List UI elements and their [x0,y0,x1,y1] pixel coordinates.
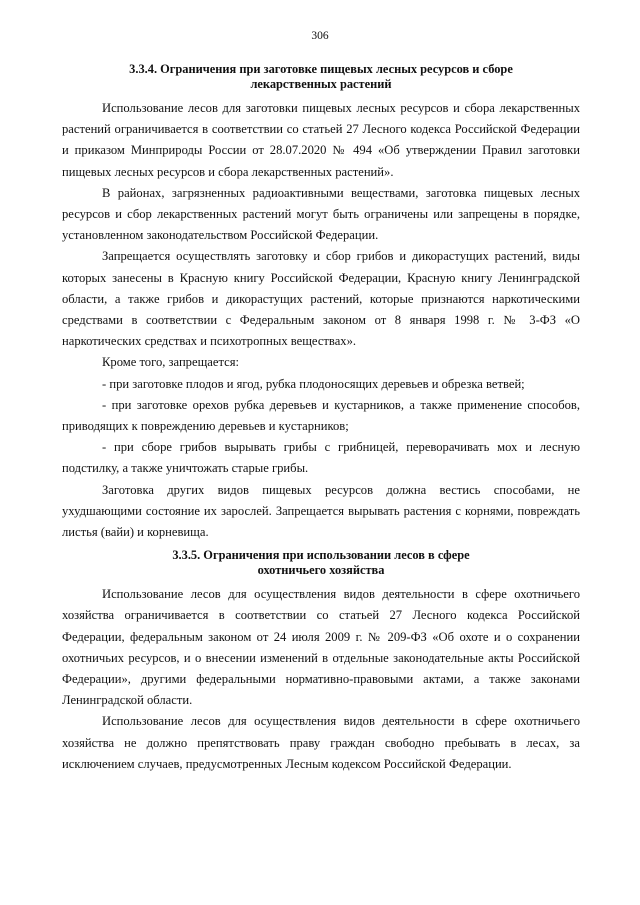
paragraph: Использование лесов для заготовки пищевых лесных ресурсов и сбора лекарственных растений ограничивается в соответствии со статьей 27 Лесного кодекса Российской Федерации и приказом Минприроды России от 28.07.2020 № 494 «Об утверждении Правил заготовки пищевых лесных ресурсов и сбора лекарственных растений». [62,101,580,179]
paragraph: В районах, загрязненных радиоактивными веществами, заготовка пищевых лесных ресурсов и сбор лекарственных растений могут быть ограничены или запрещены в порядке, установленном законодательством Российской Федерации. [62,185,580,243]
heading-line: лекарственных растений [250,76,392,91]
paragraph: Заготовка других видов пищевых ресурсов должна вестись способами, не ухудшающими состояние их зарослей. Запрещается вырывать растения с корнями, повреждать листья (вайи) и корневища. [62,482,580,540]
section-heading-3-3-4 [62,62,580,91]
heading-line: 3.3.4. Ограничения при заготовке пищевых лесных ресурсов и сборе [129,62,513,76]
list-item: - при заготовке орехов рубка деревьев и кустарников, а также применение способов, приводящих к повреждению деревьев и кустарников; [62,397,580,434]
list-item: - при заготовке плодов и ягод, рубка плодоносящих деревьев и обрезка ветвей; [102,376,525,391]
heading-line: охотничьего хозяйства [257,562,385,577]
paragraph: Запрещается осуществлять заготовку и сбор грибов и дикорастущих растений, виды которых занесены в Красную книгу Российской Федерации, Красную книгу Ленинградской области, а также грибов и дикорастущих растений, которые признаются наркотическими средствами в соответствии с Федеральным законом от 8 января 1998 г. № 3-ФЗ «О наркотических средствах и психотропных веществах». [62,249,580,349]
list-item: - при сборе грибов вырывать грибы с грибницей, переворачивать мох и лесную подстилку, а также уничтожать старые грибы. [62,440,580,476]
paragraph: Использование лесов для осуществления видов деятельности в сфере охотничьего хозяйства ограничивается в соответствии со статьей 27 Лесного кодекса Российской Федерации, федеральным законом от 24 июля 2009 г. № 209-ФЗ «Об охоте и о сохранении охотничьих ресурсов, и о внесении изменений в отдельные законодательные акты Российской Федерации», другими федеральными нормативно-правовыми актами, а также законами Ленинградской области. [62,587,580,708]
paragraph: Использование лесов для осуществления видов деятельности в сфере охотничьего хозяйства не должно препятствовать праву граждан свободно пребывать в лесах, за исключением случаев, предусмотренных Лесным кодексом Российской Федерации. [62,714,580,771]
section-heading-3-3-5 [62,548,580,577]
document-body [62,62,580,775]
paragraph: Кроме того, запрещается: [102,355,239,370]
heading-line: 3.3.5. Ограничения при использовании лесов в сфере [172,548,470,563]
page-number: 306 [311,30,329,42]
